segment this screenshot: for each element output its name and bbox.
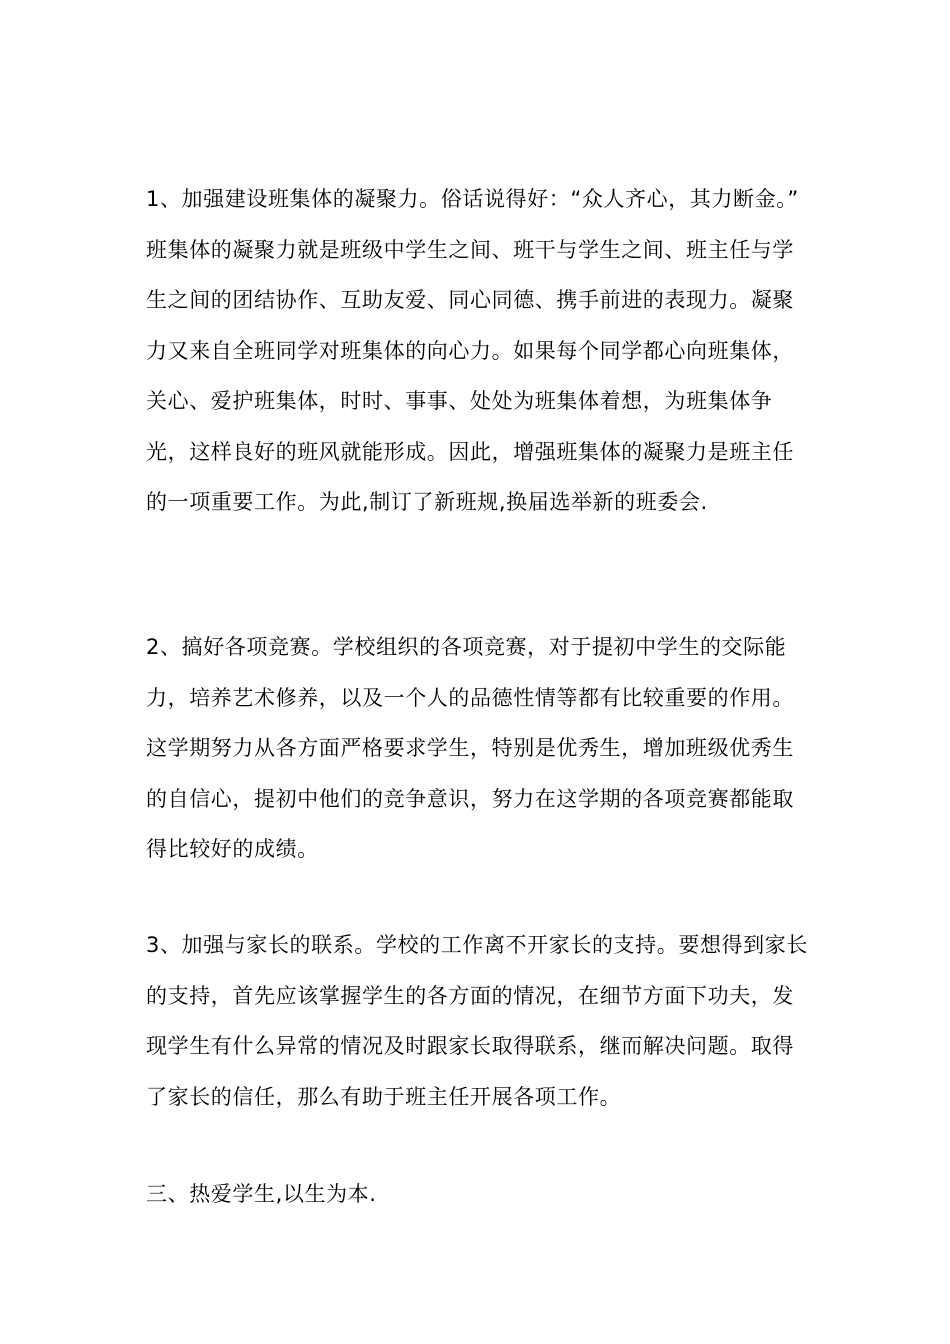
- paragraph-3-parent-contact: 3、加强与家长的联系。学校的工作离不开家长的支持。要想得到家长的支持，首先应该掌握学生的各方面的情况，在细节方面下功夫，发现学生有什么异常的情况及时跟家长取得联系，继而解决问题。取得了家长的信任，那么有助于班主任开展各项工作。: [146, 933, 808, 1109]
- paragraph-2-competitions: 2、搞好各项竞赛。学校组织的各项竞赛，对于提初中学生的交际能力，培养艺术修养，以及一个人的品德性情等都有比较重要的作用。这学期努力从各方面严格要求学生，特别是优秀生，增加班级优秀生的自信心，提初中他们的竞争意识，努力在这学期的各项竞赛都能取得比较好的成绩。: [146, 635, 794, 861]
- section-heading-love-students: 三、热爱学生,以生为本.: [146, 1182, 377, 1206]
- paragraph-1-class-cohesion: 1、加强建设班集体的凝聚力。俗话说得好：“众人齐心，其力断金。” 班集体的凝聚力就是班级中学生之间、班干与学生之间、班主任与学生之间的团结协作、互助友爱、同心同德、携手前进的表现力。凝聚力又来自全班同学对班集体的向心力。如果每个同学都心向班集体，关心、爱护班集体，时时、事事、处处为班集体着想，为班集体争光，这样良好的班风就能形成。因此，增强班集体的凝聚力是班主任的一项重要工作。为此,制订了新班规,换届选举新的班委会.: [146, 187, 814, 514]
